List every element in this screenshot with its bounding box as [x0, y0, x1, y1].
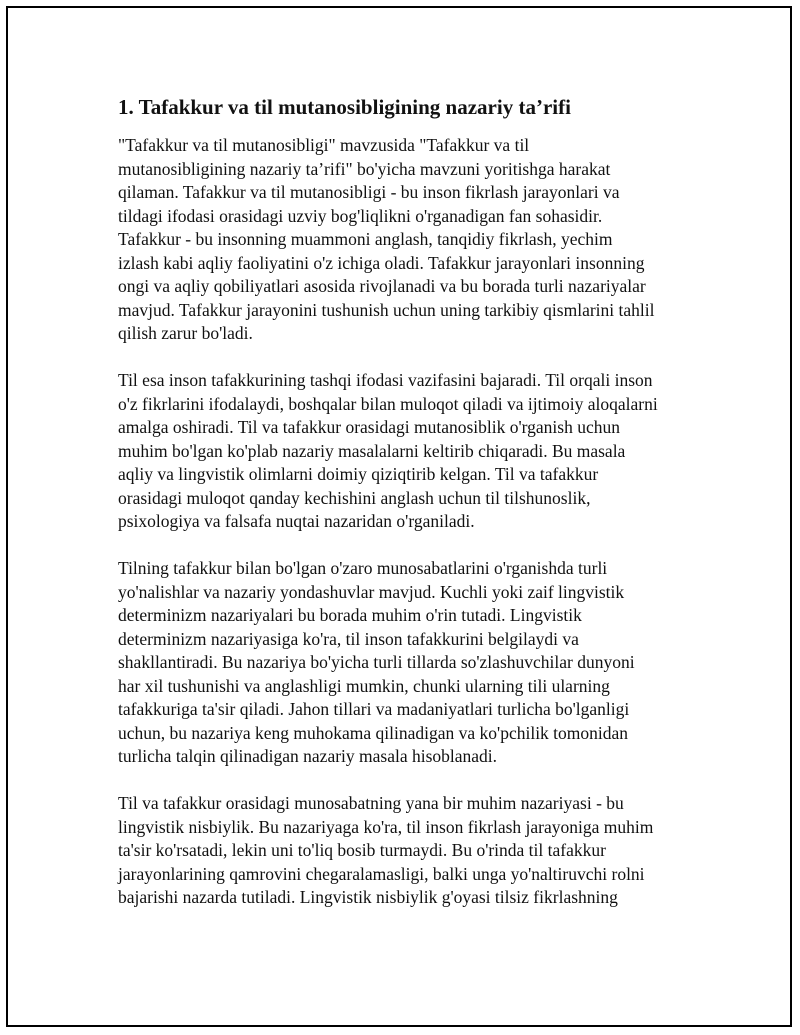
paragraph-2 — [118, 369, 693, 534]
text-line: ta'sir ko'rsatadi, lekin uni to'liq bosib turmaydi. Bu o'rinda til tafakkur — [118, 840, 606, 860]
text-line: determinizm nazariyalari bu borada muhim o'rin tutadi. Lingvistik — [118, 605, 582, 625]
text-line: Til va tafakkur orasidagi munosabatning yana bir muhim nazariyasi - bu — [118, 793, 624, 813]
text-line: uchun, bu nazariya keng muhokama qilinadigan va ko'pchilik tomonidan — [118, 722, 629, 743]
text-line: lingvistik nisbiylik. Bu nazariyaga ko'ra, til inson fikrlash jarayoniga muhim — [118, 816, 654, 837]
text-line: ongi va aqliy qobiliyatlari asosida rivojlanadi va bu borada turli nazariyalar — [118, 276, 646, 296]
text-line: turlicha talqin qilinadigan nazariy masala hisoblanadi. — [118, 746, 498, 766]
text-line: bajarishi nazarda tutiladi. Lingvistik nisbiylik g'oyasi tilsiz fikrlashning — [118, 887, 618, 907]
text-line: Tafakkur - bu insonning muammoni anglash, tanqidiy fikrlash, yechim — [118, 229, 613, 249]
text-line: o'z fikrlarini ifodalaydi, boshqalar bilan muloqot qiladi va ijtimoiy aloqalarni — [118, 393, 658, 414]
text-line: har xil tushunishi va anglashligi mumkin, chunki ularning tili ularning — [118, 675, 610, 696]
text-line: determinizm nazariyasiga ko'ra, til inson tafakkurini belgilaydi va — [118, 628, 579, 649]
paragraph-3 — [118, 557, 693, 769]
text-line: "Tafakkur va til mutanosibligi" mavzusida "Tafakkur va til — [118, 135, 530, 155]
text-line: muhim bo'lgan ko'plab nazariy masalalarni keltirib chiqaradi. Bu masala — [118, 440, 626, 461]
text-line: tafakkuriga ta'sir qiladi. Jahon tillari va madaniyatlari turlicha bo'lganligi — [118, 699, 630, 719]
text-line: qilish zarur bo'ladi. — [118, 323, 253, 343]
text-line: mavjud. Tafakkur jarayonini tushunish uchun uning tarkibiy qismlarini tahlil — [118, 299, 655, 320]
text-line: tildagi ifodasi orasidagi uzviy bog'liqlikni o'rganadigan fan sohasidir. — [118, 205, 603, 226]
text-line: aqliy va lingvistik olimlarni doimiy qiziqtirib kelgan. Til va tafakkur — [118, 464, 599, 484]
text-line: jarayonlarining qamrovini chegaralamasligi, balki unga yo'naltiruvchi rolni — [118, 863, 645, 884]
text-line: Til esa inson tafakkurining tashqi ifodasi vazifasini bajaradi. Til orqali inson — [118, 370, 653, 390]
text-line: yo'nalishlar va nazariy yondashuvlar mavjud. Kuchli yoki zaif lingvistik — [118, 581, 625, 602]
text-line: orasidagi muloqot qanday kechishini anglash uchun til tilshunoslik, — [118, 487, 591, 508]
text-line: psixologiya va falsafa nuqtai nazaridan o'rganiladi. — [118, 511, 475, 531]
text-line: mutanosibligining nazariy ta’rifi" bo'yicha mavzuni yoritishga harakat — [118, 158, 611, 179]
text-line: Tilning tafakkur bilan bo'lgan o'zaro munosabatlarini o'rganishda turli — [118, 558, 608, 578]
paragraph-4 — [118, 792, 693, 910]
paragraph-1 — [118, 134, 693, 346]
text-line: amalga oshiradi. Til va tafakkur orasidagi mutanosiblik o'rganish uchun — [118, 417, 620, 437]
section-heading: 1. Tafakkur va til mutanosibligining nazariy ta’rifi — [118, 95, 571, 119]
text-line: shakllantiradi. Bu nazariya bo'yicha turli tillarda so'zlashuvchilar dunyoni — [118, 652, 635, 672]
text-line: izlash kabi aqliy faoliyatini o'z ichiga oladi. Tafakkur jarayonlari insonning — [118, 252, 645, 273]
document-body — [118, 94, 693, 933]
text-line: qilaman. Tafakkur va til mutanosibligi - bu inson fikrlash jarayonlari va — [118, 182, 620, 202]
